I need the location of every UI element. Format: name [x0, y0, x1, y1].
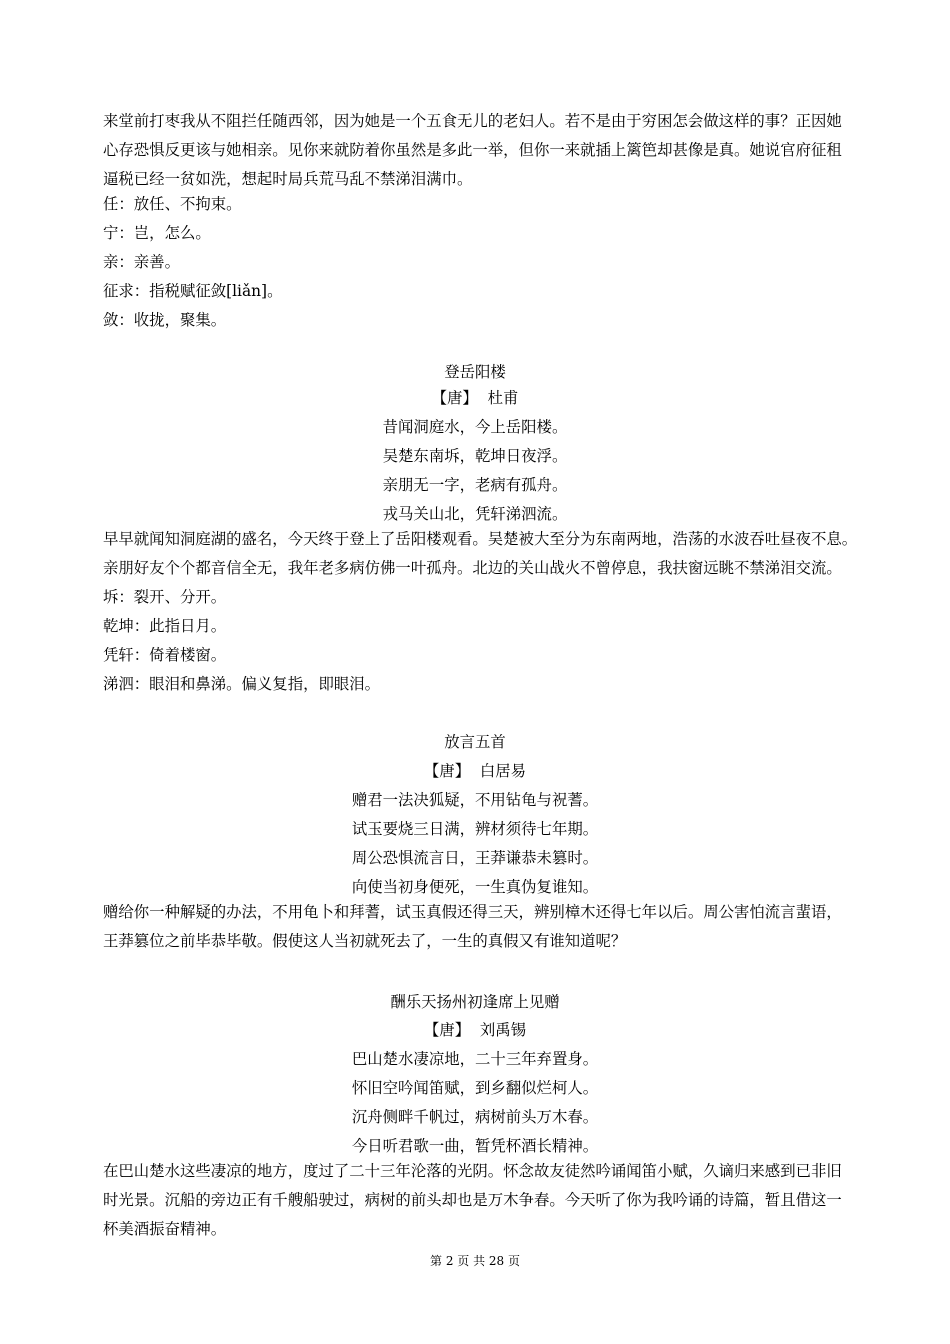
note-line: 宁：岂，怎么。: [103, 224, 211, 242]
paragraph-line: 杯美酒振奋精神。: [103, 1220, 227, 1238]
poem-line: 昔闻洞庭水，今上岳阳楼。: [382, 418, 568, 436]
paragraph-line: 逼税已经一贫如洗，想起时局兵荒马乱不禁涕泪满巾。: [103, 170, 473, 188]
poem-line: 吴楚东南坼，乾坤日夜浮。: [382, 447, 568, 465]
paragraph-line: 心存恐惧反更该与她相亲。见你来就防着你虽然是多此一举，但你一来就插上篱笆却甚像是真。她说官府征租: [103, 141, 842, 159]
poem-line: 沉舟侧畔千帆过，病树前头万木春。: [351, 1108, 599, 1126]
poem-line: 戎马关山北，凭轩涕泗流。: [382, 505, 568, 523]
poem-translation: [103, 1157, 915, 1244]
note-line: 涕泗：眼泪和鼻涕。偏义复指，即眼泪。: [103, 675, 381, 693]
paragraph-line: 时光景。沉船的旁边正有千艘船驶过，病树的前头却也是万木争春。今天听了你为我吟诵的诗篇，暂且借这一: [103, 1191, 842, 1209]
poem-line: 怀旧空吟闻笛赋，到乡翻似烂柯人。: [351, 1079, 599, 1097]
poem-dynasty: 【唐】: [423, 1021, 471, 1039]
poem-title: 酬乐天扬州初逢席上见赠: [390, 993, 560, 1011]
poem-line: 今日听君歌一曲，暂凭杯酒长精神。: [351, 1137, 599, 1155]
poem-translation: [103, 898, 915, 956]
poem-line: 赠君一法决狐疑，不用钻龟与祝蓍。: [351, 791, 599, 809]
poem-author: 刘禹锡: [479, 1021, 527, 1039]
note-line: 凭轩：倚着楼窗。: [103, 646, 227, 664]
page-footer: 第 2 页 共 28 页: [430, 1254, 520, 1268]
note-line: 乾坤：此指日月。: [103, 617, 227, 635]
poem-dynasty: 【唐】: [423, 762, 471, 780]
paragraph-line: 早早就闻知洞庭湖的盛名，今天终于登上了岳阳楼观看。吴楚被大至分为东南两地，浩荡的水波吞吐昼夜不息。: [103, 530, 858, 548]
poem-title: 登岳阳楼: [444, 363, 506, 381]
poem-line: 周公恐惧流言日，王莽谦恭未篡时。: [351, 849, 599, 867]
note-line: 坼：裂开、分开。: [103, 588, 227, 606]
poem-line: 亲朋无一字，老病有孤舟。: [382, 476, 568, 494]
poem-author-line: [0, 386, 950, 408]
paragraph-line: 来堂前打枣我从不阻拦任随西邻，因为她是一个五食无儿的老妇人。若不是由于穷困怎会做这样的事？正因她: [103, 112, 842, 130]
paragraph-line: 王莽篡位之前毕恭毕敬。假使这人当初就死去了，一生的真假又有谁知道呢？: [103, 932, 627, 950]
intro-translation: [103, 107, 915, 194]
poem-line: 向使当初身便死，一生真伪复谁知。: [351, 878, 599, 896]
poem-author-line: [0, 1018, 950, 1040]
poem-dynasty: 【唐】: [431, 389, 478, 407]
paragraph-line: 赠给你一种解疑的办法，不用龟卜和拜蓍，试玉真假还得三天，辨别樟木还得七年以后。周公害怕流言蜚语，: [103, 903, 842, 921]
poem-title: 放言五首: [444, 733, 506, 751]
note-line: 征求：指税赋征敛[liǎn]。: [103, 282, 283, 300]
poem-author: 白居易: [479, 762, 527, 780]
poem-line: 试玉要烧三日满，辨材须待七年期。: [351, 820, 599, 838]
note-line: 亲：亲善。: [103, 253, 180, 271]
poem-line: 巴山楚水凄凉地，二十三年弃置身。: [351, 1050, 599, 1068]
note-line: 任：放任、不拘束。: [103, 195, 242, 213]
poem-translation: [103, 525, 915, 699]
intro-notes: [103, 190, 915, 335]
paragraph-line: 亲朋好友个个都音信全无，我年老多病仿佛一叶孤舟。北边的关山战火不曾停息，我扶窗远眺不禁涕泪交流。: [103, 559, 842, 577]
poem-author-line: [0, 759, 950, 781]
poem-author: 杜甫: [487, 389, 519, 407]
paragraph-line: 在巴山楚水这些凄凉的地方，度过了二十三年沦落的光阴。怀念故友徒然吟诵闻笛小赋，久谪归来感到已非旧: [103, 1162, 842, 1180]
note-line: 敛：收拢，聚集。: [103, 311, 227, 329]
